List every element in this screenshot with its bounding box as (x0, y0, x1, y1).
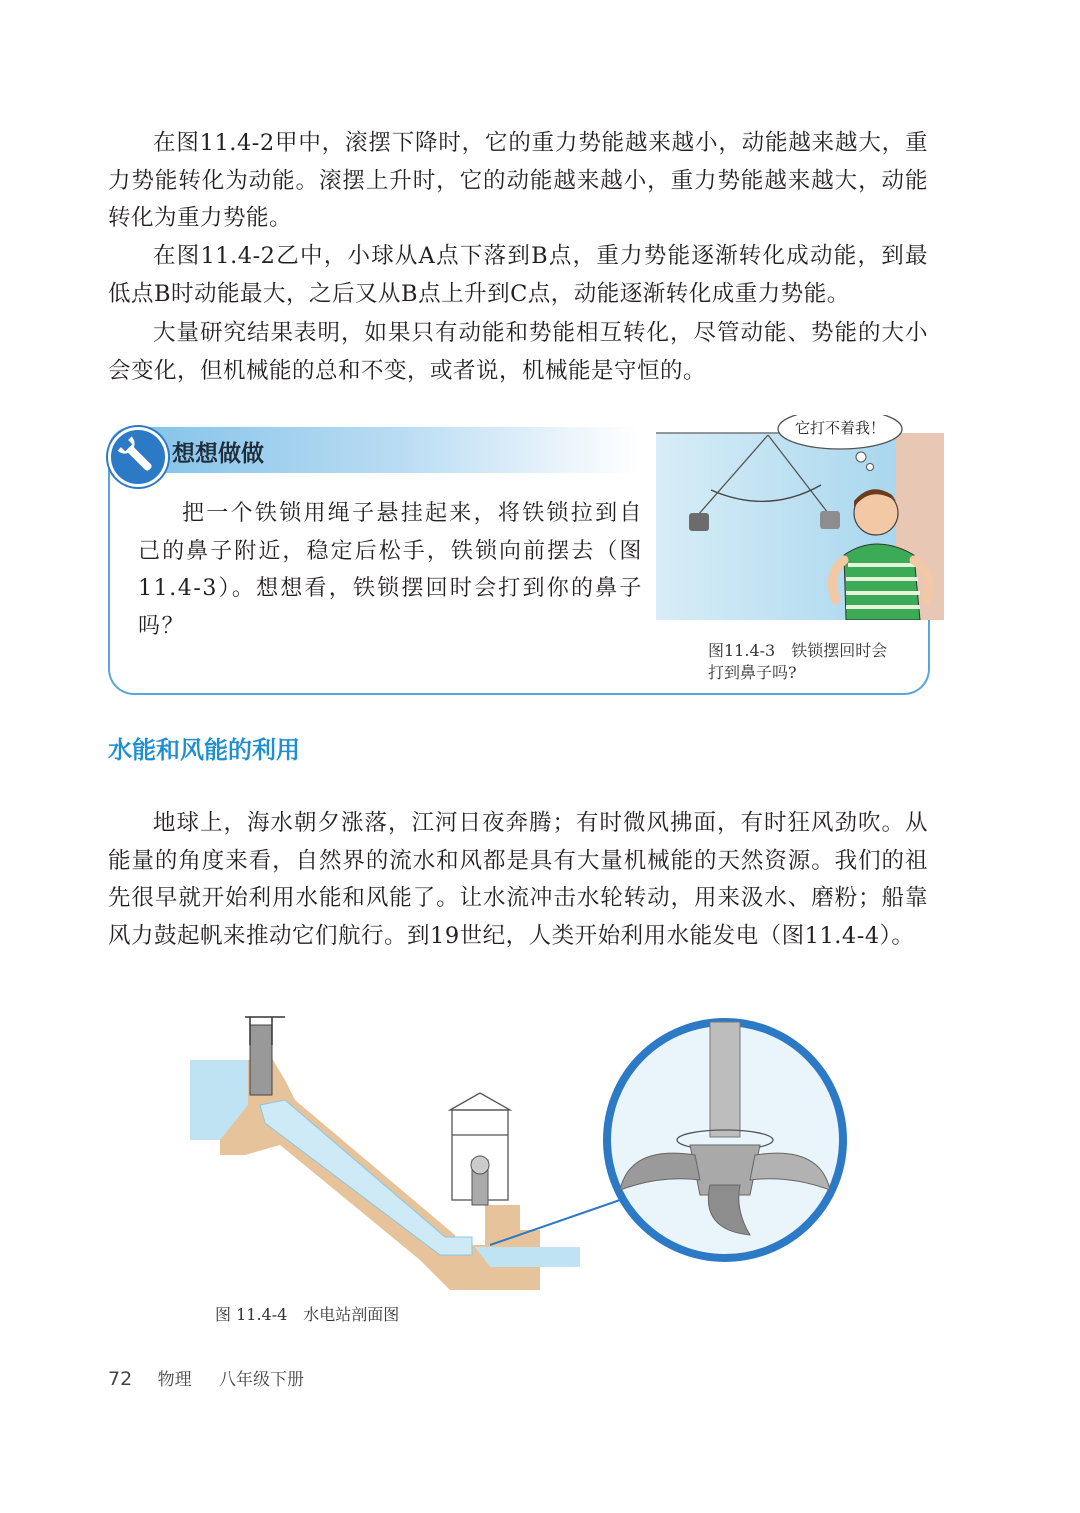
activity-text-body: 把一个铁锁用绳子悬挂起来，将铁锁拉到自己的鼻子附近，稳定后松手，铁锁向前摆去（图11.4-3）。想想看，铁锁摆回时会打到你的鼻子吗？ (138, 501, 643, 639)
lock-icon (820, 511, 840, 529)
paragraph-water-wind-energy (108, 805, 928, 955)
figure-caption-11-4-4: 图 11.4-4 水电站剖面图 (215, 1305, 400, 1324)
hydropower-station-diagram (190, 1005, 890, 1295)
paragraph-ball-swing (108, 238, 928, 313)
paragraph-text: 大量研究结果表明，如果只有动能和势能相互转化，尽管动能、势能的大小会变化，但机械能的总和不变，或者说，机械能是守恒的。 (108, 320, 928, 384)
speech-bubble-text: 它打不着我！ (794, 419, 886, 437)
activity-header (108, 427, 638, 473)
activity-title: 想想做做 (172, 441, 264, 467)
paragraph-text: 在图11.4-2甲中，滚摆下降时，它的重力势能越来越小，动能越来越大，重力势能转化为动能。滚摆上升时，它的动能越来越小，重力势能越来越大，动能转化为重力势能。 (108, 130, 928, 231)
paragraph-text: 在图11.4-2乙中，小球从A点下落到B点，重力势能逐渐转化成动能，到最低点B时动能最大，之后又从B点上升到C点，动能逐渐转化成重力势能。 (108, 243, 928, 307)
activity-box (108, 415, 928, 695)
figure-caption-11-4-3: 图11.4-3 铁锁摆回时会打到鼻子吗? (708, 641, 888, 682)
paragraph-energy-conservation (108, 315, 928, 390)
paragraph-rolling-pendulum (108, 125, 928, 238)
page-footer (108, 1365, 304, 1390)
wrench-icon (108, 427, 168, 487)
lock-icon (689, 513, 709, 531)
section-heading: 水能和风能的利用 (108, 736, 300, 764)
page-number: 72 (108, 1368, 133, 1390)
book-title: 物理 (157, 1370, 192, 1390)
paragraph-text: 地球上，海水朝夕涨落，江河日夜奔腾；有时微风拂面，有时狂风劲吹。从能量的角度来看，自然界的流水和风都是具有大量机械能的天然资源。我们的祖先很早就开始利用水能和风能了。让水流冲击水轮转动，用来汲水、磨粉；船靠风力鼓起帆来推动它们航行。到19世纪，人类开始利用水能发电（图11.4-4）。 (108, 810, 928, 949)
book-grade: 八年级下册 (219, 1370, 304, 1390)
activity-text (138, 495, 643, 645)
lock-pendulum-illustration (656, 415, 944, 620)
